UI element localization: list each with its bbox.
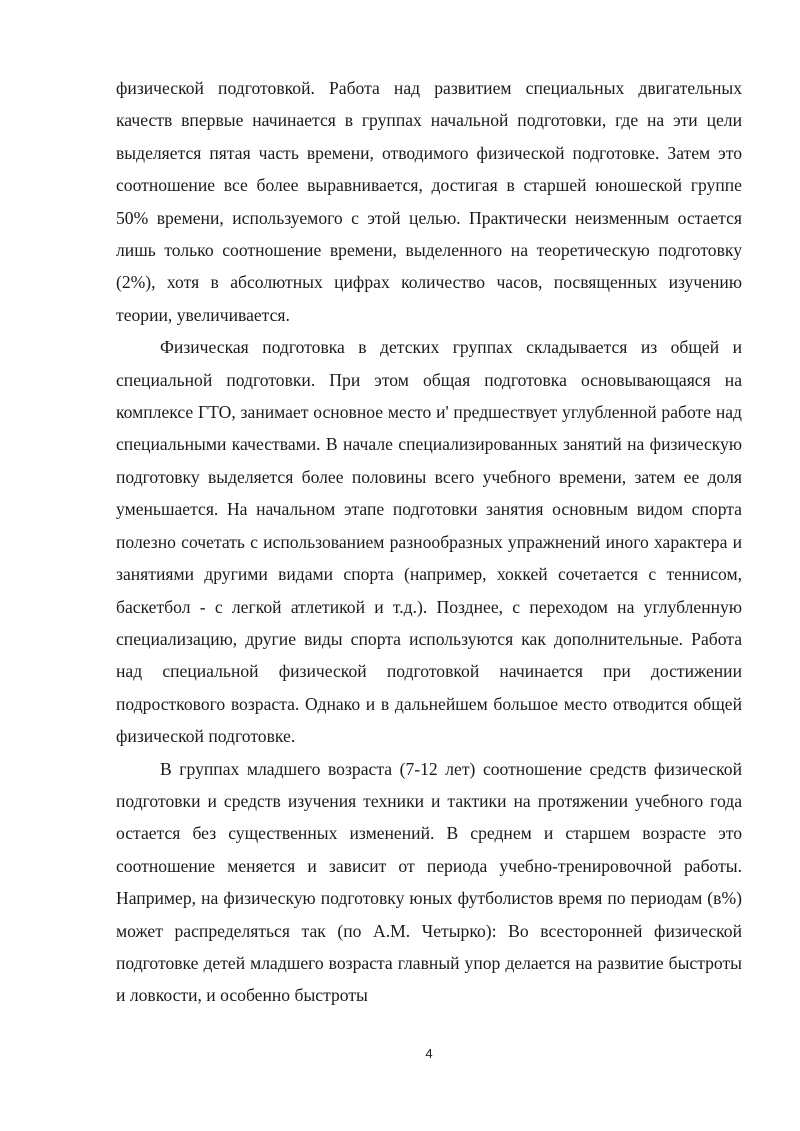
paragraph-physical-training: Физическая подготовка в детских группах складывается из общей и специальной подготовки. При этом общая подготовка основывающаяся на комплексе ГТО, занимает основное место и' предшествует углубленной работе над специальными качествами. В начале специализированных занятий на физическую подготовку выделяется более половины всего учебного времени, затем ее доля уменьшается. На начальном этапе подготовки занятия основным видом спорта полезно сочетать с использованием разнообразных упражнений иного характера и занятиями другими видами спорта (например, хоккей сочетается с теннисом, баскетбол - с легкой атлетикой и т.д.). Позднее, с переходом на углубленную специализацию, другие виды спорта используются как дополнительные. Работа над специальной физической подготовкой начинается при достижении подросткового возраста. Однако и в дальнейшем большое место отводится общей физической подготовке.: [116, 337, 742, 747]
body-text: [116, 72, 742, 1012]
paragraph-younger-groups: В группах младшего возраста (7-12 лет) соотношение средств физической подготовки и средств изучения техники и тактики на протяжении учебного года остается без существенных изменений. В среднем и старшем возрасте это соотношение меняется и зависит от периода учебно-тренировочной работы. Например, на физическую подготовку юных футболистов время по периодам (в%) может распределяться так (по А.М. Четырко): Во всесторонней физической подготовке детей младшего возраста главный упор делается на развитие быстроты и ловкости, и особенно быстроты: [116, 758, 742, 1006]
paragraph-continued: физической подготовкой. Работа над развитием специальных двигательных качеств впервые начинается в группах начальной подготовки, где на эти цели выделяется пятая часть времени, отводимого физической подготовке. Затем это соотношение все более выравнивается, достигая в старшей юношеской группе 50% времени, используемого с этой целью. Практически неизменным остается лишь только соотношение времени, выделенного на теоретическую подготовку (2%), хотя в абсолютных цифрах количество часов, посвященных изучению теории, увеличивается.: [116, 78, 742, 325]
page-number: 4: [425, 1046, 433, 1061]
